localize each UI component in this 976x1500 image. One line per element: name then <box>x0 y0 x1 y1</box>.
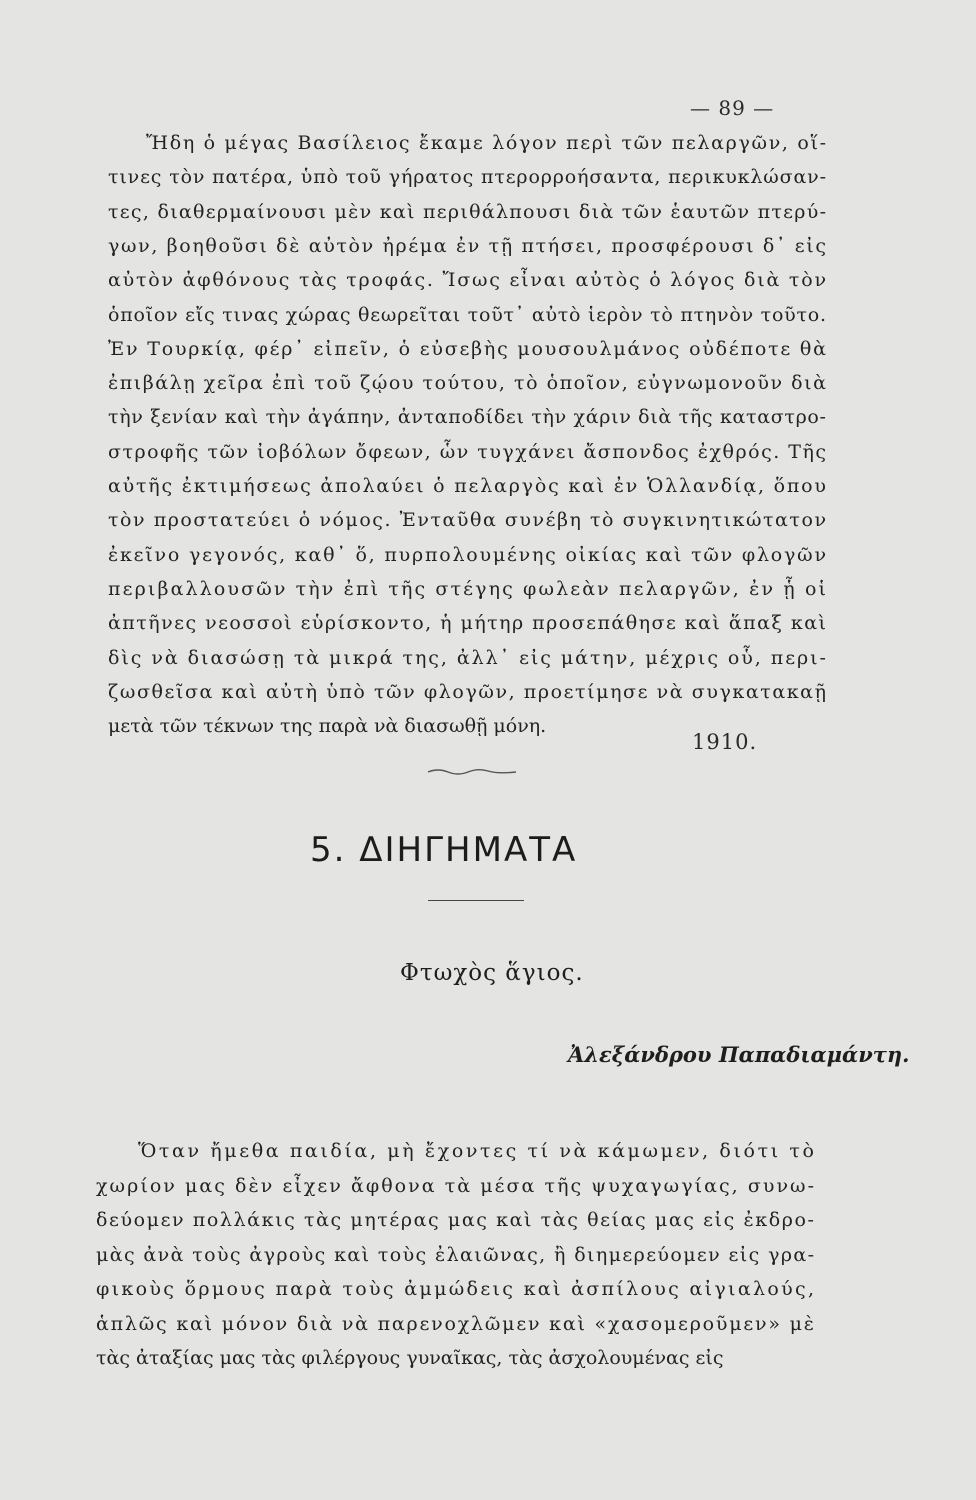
text-line: χωρίον μας δὲν εἶχεν ἄφθονα τὰ μέσα τῆς ψυχαγωγίας, συνω- <box>96 1174 817 1197</box>
text-line: Ἐν Τουρκίᾳ, φέρ᾽ εἰπεῖν, ὁ εὐσεβὴς μουσουλμάνος οὐδέποτε θὰ <box>108 337 828 360</box>
text-line: τὸν προστατεύει ὁ νόμος. Ἐνταῦθα συνέβη τὸ συγκινητικώτατον <box>108 509 828 532</box>
text-line: τὴν ξενίαν καὶ τὴν ἀγάπην, ἀνταποδίδει τὴν χάριν διὰ τῆς καταστρο- <box>108 406 827 429</box>
text-line: ἁπλῶς καὶ μόνον διὰ νὰ παρενοχλῶμεν καὶ «χασομεροῦμεν» μὲ <box>96 1312 816 1335</box>
text-line: τες, διαθερμαίνουσι μὲν καὶ περιθάλπουσι διὰ τῶν ἑαυτῶν πτερύ- <box>108 200 828 223</box>
text-line: ὁποῖον εἴς τινας χώρας θεωρεῖται τοῦτ᾽ αὐτὸ ἱερὸν τὸ πτηνὸν τοῦτο. <box>108 303 827 326</box>
text-line: αὐτῆς ἐκτιμήσεως ἀπολαύει ὁ πελαργὸς καὶ ἐν Ὁλλανδίᾳ, ὅπου <box>108 475 828 497</box>
story-title: Φτωχὸς ἅγιος. <box>400 960 584 986</box>
text-line: τὰς ἀταξίας μας τὰς φιλέργους γυναῖκας, τὰς ἀσχολουμένας εἰς <box>96 1347 724 1369</box>
story-author: Ἀλεξάνδρου Παπαδιαμάντη. <box>568 1042 910 1067</box>
text-line: ἐπιβάλῃ χεῖρα ἐπὶ τοῦ ζῴου τούτου, τὸ ὁποῖον, εὐγνωμονοῦν διὰ <box>108 372 828 395</box>
section-heading: 5. ΔΙΗΓΗΜΑΤΑ <box>310 830 578 870</box>
heading-rule <box>428 900 524 901</box>
text-line: περιβαλλουσῶν τὴν ἐπὶ τῆς στέγης φωλεὰν πελαργῶν, ἐν ᾗ οἱ <box>108 577 829 600</box>
text-line: ἀπτῆνες νεοσσοὶ εὑρίσκοντο, ἡ μήτηρ προσεπάθησε καὶ ἅπαξ καὶ <box>108 612 828 635</box>
text-line: τινες τὸν πατέρα, ὑπὸ τοῦ γήρατος πτερορροήσαντα, περικυκλώσαν- <box>108 166 827 189</box>
text-line: φικοὺς ὅρμους παρὰ τοὺς ἀμμώδεις καὶ ἀσπίλους αἰγιαλούς, <box>96 1278 817 1300</box>
text-line: στροφῆς τῶν ἰοβόλων ὄφεων, ὧν τυγχάνει ἄσπονδος ἐχθρός. Τῆς <box>108 440 828 463</box>
text-line: μὰς ἀνὰ τοὺς ἀγροὺς καὶ τοὺς ἐλαιῶνας, ἢ διημερεύομεν εἰς γρα- <box>96 1243 816 1266</box>
text-line: Ἤδη ὁ μέγας Βασίλειος ἔκαμε λόγον περὶ τῶν πελαργῶν, οἵ- <box>146 132 828 154</box>
page-number: — 89 — <box>690 96 775 120</box>
text-line: Ὅταν ἤμεθα παιδία, μὴ ἔχοντες τί νὰ κάμωμεν, διότι τὸ <box>138 1140 817 1162</box>
text-line: μετὰ τῶν τέκνων της παρὰ νὰ διασωθῇ μόνη. <box>108 715 547 738</box>
ornament-divider <box>426 766 518 776</box>
text-line: δεύομεν πολλάκις τὰς μητέρας μας καὶ τὰς θείας μας εἰς ἐκδρο- <box>96 1209 816 1231</box>
text-line: ζωσθεῖσα καὶ αὐτὴ ὑπὸ τῶν φλογῶν, προετίμησε νὰ συγκατακαῇ <box>108 680 828 703</box>
text-line: αὐτὸν ἀφθόνους τὰς τροφάς. Ἴσως εἶναι αὐτὸς ὁ λόγος διὰ τὸν <box>108 269 828 292</box>
year: 1910. <box>692 730 758 754</box>
text-line: ἐκεῖνο γεγονός, καθ᾽ ὅ, πυρπολουμένης οἰκίας καὶ τῶν φλογῶν <box>108 543 828 566</box>
text-line: δὶς νὰ διασώσῃ τὰ μικρά της, ἀλλ᾽ εἰς μάτην, μέχρις οὗ, περι- <box>108 646 828 669</box>
text-line: γων, βοηθοῦσι δὲ αὐτὸν ἠρέμα ἐν τῇ πτήσει, προσφέρουσι δ᾽ εἰς <box>108 234 828 257</box>
